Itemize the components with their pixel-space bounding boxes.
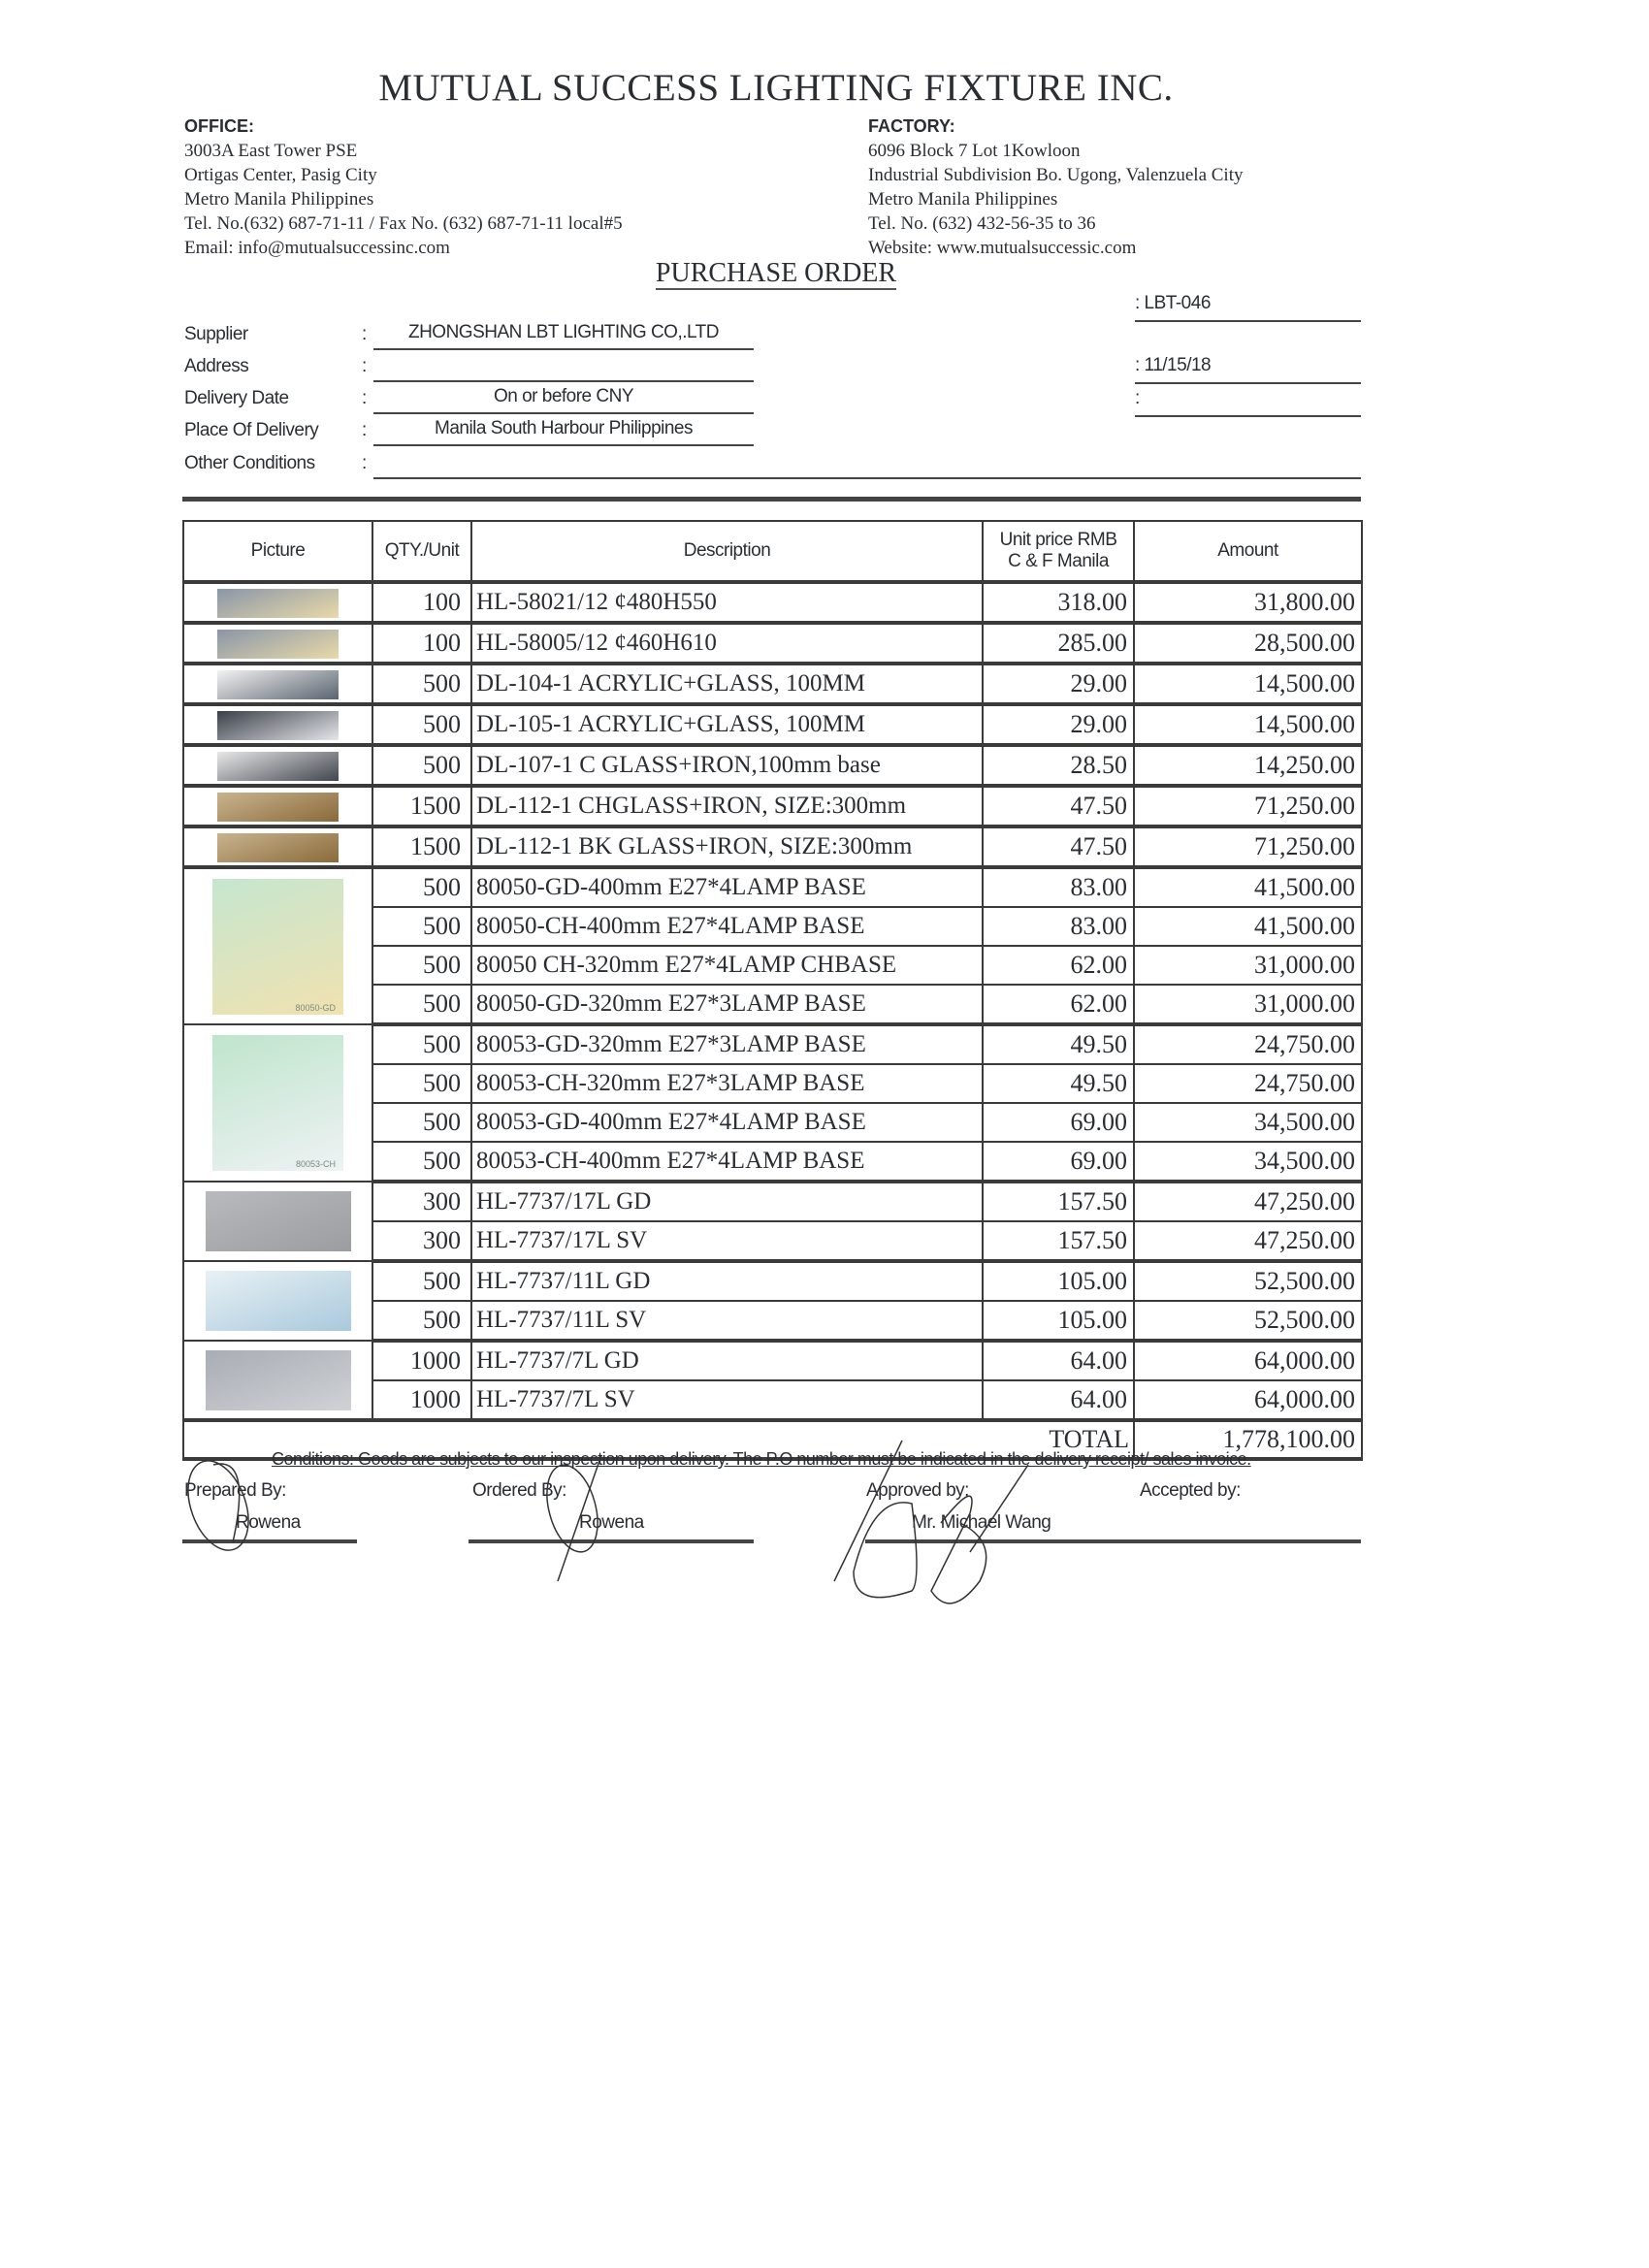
product-image xyxy=(212,879,343,1015)
field-value: Manila South Harbour Philippines xyxy=(373,418,754,446)
po-number: : LBT-046 xyxy=(1135,293,1211,313)
image-caption: 80050-GD xyxy=(295,1002,336,1013)
office-line: Ortigas Center, Pasig City xyxy=(184,165,377,185)
picture-cell xyxy=(183,786,372,826)
field-value: On or before CNY xyxy=(373,386,754,414)
table-row xyxy=(183,745,1362,786)
factory-line: Industrial Subdivision Bo. Ugong, Valenzuela City xyxy=(868,165,1244,185)
table-row xyxy=(183,1182,1362,1221)
picture-cell xyxy=(183,1341,372,1420)
qty-cell: 500 xyxy=(372,1261,471,1301)
product-image xyxy=(217,711,339,740)
office-line: 3003A East Tower PSE xyxy=(184,141,358,161)
approved-by-name: Mr. Michael Wang xyxy=(912,1512,1051,1533)
unit-price-cell: 62.00 xyxy=(983,985,1134,1024)
amount-cell: 34,500.00 xyxy=(1134,1103,1362,1142)
table-row xyxy=(183,582,1362,623)
document-title xyxy=(0,258,1552,289)
po-date: : 11/15/18 xyxy=(1135,355,1212,375)
unit-price-cell: 105.00 xyxy=(983,1261,1134,1301)
picture-cell xyxy=(183,1024,372,1182)
unit-price-cell: 29.00 xyxy=(983,664,1134,704)
order-table xyxy=(182,520,1363,1461)
qty-cell: 500 xyxy=(372,985,471,1024)
prepared-by-label: Prepared By: xyxy=(184,1480,286,1501)
table-row xyxy=(183,623,1362,664)
qty-cell: 100 xyxy=(372,582,471,623)
product-image xyxy=(217,630,339,659)
qty-cell: 500 xyxy=(372,907,471,946)
description-cell: HL-58021/12 ¢480H550 xyxy=(471,582,983,623)
approved-by-label: Approved by: xyxy=(866,1480,969,1501)
table-row xyxy=(183,786,1362,826)
amount-cell: 47,250.00 xyxy=(1134,1221,1362,1261)
picture-cell xyxy=(183,623,372,664)
description-cell: 80053-CH-400mm E27*4LAMP BASE xyxy=(471,1142,983,1182)
picture-cell xyxy=(183,745,372,786)
qty-cell: 500 xyxy=(372,1301,471,1341)
amount-cell: 14,250.00 xyxy=(1134,745,1362,786)
picture-cell xyxy=(183,1182,372,1261)
unit-price-cell: 157.50 xyxy=(983,1182,1134,1221)
qty-cell: 1500 xyxy=(372,826,471,867)
unit-price-cell: 62.00 xyxy=(983,946,1134,985)
total-label: TOTAL xyxy=(183,1420,1134,1459)
field-separator: : xyxy=(362,453,367,473)
qty-cell: 300 xyxy=(372,1182,471,1221)
description-cell: 80053-GD-400mm E27*4LAMP BASE xyxy=(471,1103,983,1142)
unit-price-cell: 49.50 xyxy=(983,1064,1134,1103)
qty-cell: 1000 xyxy=(372,1380,471,1420)
header-unit-price xyxy=(983,521,1134,582)
amount-cell: 64,000.00 xyxy=(1134,1380,1362,1420)
unit-price-cell: 285.00 xyxy=(983,623,1134,664)
amount-cell: 71,250.00 xyxy=(1134,786,1362,826)
description-cell: 80050-GD-400mm E27*4LAMP BASE xyxy=(471,867,983,907)
field-separator: : xyxy=(362,356,367,376)
qty-cell: 500 xyxy=(372,1103,471,1142)
description-cell: 80050-CH-400mm E27*4LAMP BASE xyxy=(471,907,983,946)
header-qty: QTY./Unit xyxy=(372,521,471,582)
factory-line: 6096 Block 7 Lot 1Kowloon xyxy=(868,141,1081,161)
field-value xyxy=(373,451,1361,479)
field-label: Other Conditions xyxy=(184,453,315,473)
qty-cell: 500 xyxy=(372,704,471,745)
qty-cell: 1000 xyxy=(372,1341,471,1380)
description-cell: 80053-GD-320mm E27*3LAMP BASE xyxy=(471,1024,983,1064)
qty-cell: 500 xyxy=(372,946,471,985)
product-image xyxy=(206,1191,351,1251)
signature-mark xyxy=(213,1464,240,1542)
unit-price-cell: 29.00 xyxy=(983,704,1134,745)
product-image xyxy=(217,670,339,699)
image-caption: 80053-CH xyxy=(295,1159,336,1169)
description-cell: HL-7737/7L SV xyxy=(471,1380,983,1420)
qty-cell: 300 xyxy=(372,1221,471,1261)
signature-mark xyxy=(177,1452,259,1558)
table-body xyxy=(183,582,1362,1459)
amount-cell: 24,750.00 xyxy=(1134,1064,1362,1103)
header-picture: Picture xyxy=(183,521,372,582)
amount-cell: 52,500.00 xyxy=(1134,1261,1362,1301)
table-row xyxy=(183,1024,1362,1064)
picture-cell xyxy=(183,704,372,745)
description-cell: HL-7737/17L SV xyxy=(471,1221,983,1261)
table-row xyxy=(183,867,1362,907)
unit-price-cell: 69.00 xyxy=(983,1142,1134,1182)
picture-cell xyxy=(183,826,372,867)
qty-cell: 500 xyxy=(372,664,471,704)
unit-price-cell: 64.00 xyxy=(983,1380,1134,1420)
field-label: Supplier xyxy=(184,324,248,344)
amount-cell: 14,500.00 xyxy=(1134,664,1362,704)
date-field xyxy=(1135,355,1361,384)
description-cell: HL-7737/11L GD xyxy=(471,1261,983,1301)
amount-cell: 31,000.00 xyxy=(1134,946,1362,985)
table-row xyxy=(183,1341,1362,1380)
ordered-by-name: Rowena xyxy=(579,1512,644,1533)
header-amount: Amount xyxy=(1134,521,1362,582)
description-cell: HL-7737/7L GD xyxy=(471,1341,983,1380)
factory-line: Metro Manila Philippines xyxy=(868,189,1058,210)
company-name: MUTUAL SUCCESS LIGHTING FIXTURE INC. xyxy=(378,67,1174,109)
amount-cell: 34,500.00 xyxy=(1134,1142,1362,1182)
prepared-by-name: Rowena xyxy=(236,1512,301,1533)
header-price-line2: C & F Manila xyxy=(1008,551,1109,571)
amount-cell: 41,500.00 xyxy=(1134,907,1362,946)
picture-cell xyxy=(183,1261,372,1341)
unit-price-cell: 83.00 xyxy=(983,867,1134,907)
factory-heading: FACTORY: xyxy=(868,116,955,136)
field-value xyxy=(373,354,754,382)
description-cell: HL-7737/17L GD xyxy=(471,1182,983,1221)
amount-cell: 71,250.00 xyxy=(1134,826,1362,867)
qty-cell: 500 xyxy=(372,745,471,786)
amount-cell: 64,000.00 xyxy=(1134,1341,1362,1380)
office-line: Email: info@mutualsuccessinc.com xyxy=(184,238,450,258)
product-image xyxy=(212,1035,343,1171)
qty-cell: 100 xyxy=(372,623,471,664)
field-separator: : xyxy=(362,388,367,408)
product-image xyxy=(217,589,339,618)
po-number-field xyxy=(1135,293,1361,322)
document-title-text: PURCHASE ORDER xyxy=(655,258,897,288)
blank-field xyxy=(1135,388,1361,417)
signature-mark xyxy=(834,1441,1028,1604)
field-label: Place Of Delivery xyxy=(184,420,319,440)
office-line: Metro Manila Philippines xyxy=(184,189,374,210)
description-cell: HL-7737/11L SV xyxy=(471,1301,983,1341)
table-row xyxy=(183,664,1362,704)
amount-cell: 52,500.00 xyxy=(1134,1301,1362,1341)
amount-cell: 47,250.00 xyxy=(1134,1182,1362,1221)
description-cell: 80050 CH-320mm E27*4LAMP CHBASE xyxy=(471,946,983,985)
unit-price-cell: 105.00 xyxy=(983,1301,1134,1341)
unit-price-cell: 49.50 xyxy=(983,1024,1134,1064)
description-cell: DL-107-1 C GLASS+IRON,100mm base xyxy=(471,745,983,786)
product-image xyxy=(206,1271,351,1331)
header-description: Description xyxy=(471,521,983,582)
amount-cell: 31,000.00 xyxy=(1134,985,1362,1024)
handwritten-signatures xyxy=(175,1436,1387,1610)
description-cell: DL-112-1 CHGLASS+IRON, SIZE:300mm xyxy=(471,786,983,826)
qty-cell: 500 xyxy=(372,1024,471,1064)
unit-price-cell: 69.00 xyxy=(983,1103,1134,1142)
product-image xyxy=(206,1350,351,1410)
description-cell: DL-105-1 ACRYLIC+GLASS, 100MM xyxy=(471,704,983,745)
table-row xyxy=(183,704,1362,745)
total-amount: 1,778,100.00 xyxy=(1134,1420,1362,1459)
unit-price-cell: 83.00 xyxy=(983,907,1134,946)
unit-price-cell: 64.00 xyxy=(983,1341,1134,1380)
office-address xyxy=(184,114,623,260)
amount-cell: 41,500.00 xyxy=(1134,867,1362,907)
unit-price-cell: 157.50 xyxy=(983,1221,1134,1261)
amount-cell: 28,500.00 xyxy=(1134,623,1362,664)
field-label: Address xyxy=(184,356,249,376)
factory-line: Website: www.mutualsuccessic.com xyxy=(868,238,1137,258)
header-price-line1: Unit price RMB xyxy=(999,530,1117,550)
amount-cell: 24,750.00 xyxy=(1134,1024,1362,1064)
description-cell: 80050-GD-320mm E27*3LAMP BASE xyxy=(471,985,983,1024)
double-divider xyxy=(182,497,1361,502)
field-separator: : xyxy=(362,420,367,440)
picture-cell xyxy=(183,867,372,1024)
signature-mark xyxy=(538,1459,606,1557)
unit-price-cell: 47.50 xyxy=(983,786,1134,826)
qty-cell: 500 xyxy=(372,1064,471,1103)
qty-cell: 500 xyxy=(372,867,471,907)
description-cell: DL-112-1 BK GLASS+IRON, SIZE:300mm xyxy=(471,826,983,867)
table-row xyxy=(183,826,1362,867)
field-separator: : xyxy=(362,324,367,344)
factory-line: Tel. No. (632) 432-56-35 to 36 xyxy=(868,213,1096,234)
unit-price-cell: 47.50 xyxy=(983,826,1134,867)
qty-cell: 1500 xyxy=(372,786,471,826)
table-header-row xyxy=(183,521,1362,582)
product-image xyxy=(217,833,339,862)
office-line: Tel. No.(632) 687-71-11 / Fax No. (632) 687-71-11 local#5 xyxy=(184,213,623,234)
field-label: Delivery Date xyxy=(184,388,289,408)
qty-cell: 500 xyxy=(372,1142,471,1182)
amount-cell: 14,500.00 xyxy=(1134,704,1362,745)
unit-price-cell: 28.50 xyxy=(983,745,1134,786)
picture-cell xyxy=(183,582,372,623)
conditions-text: Conditions: Goods are subjects to our inspection upon delivery. The P.O number must be indicated in the delivery receipt/ sales invoice. xyxy=(272,1449,1251,1469)
table-row xyxy=(183,1261,1362,1301)
picture-cell xyxy=(183,664,372,704)
office-heading: OFFICE: xyxy=(184,116,254,136)
product-image xyxy=(217,752,339,781)
blank-field-sep: : xyxy=(1135,388,1140,408)
ordered-by-label: Ordered By: xyxy=(472,1480,566,1501)
unit-price-cell: 318.00 xyxy=(983,582,1134,623)
product-image xyxy=(217,793,339,822)
description-cell: HL-58005/12 ¢460H610 xyxy=(471,623,983,664)
amount-cell: 31,800.00 xyxy=(1134,582,1362,623)
field-value: ZHONGSHAN LBT LIGHTING CO,.LTD xyxy=(373,322,754,350)
description-cell: 80053-CH-320mm E27*3LAMP BASE xyxy=(471,1064,983,1103)
description-cell: DL-104-1 ACRYLIC+GLASS, 100MM xyxy=(471,664,983,704)
accepted-by-label: Accepted by: xyxy=(1140,1480,1241,1501)
factory-address xyxy=(868,114,1244,260)
